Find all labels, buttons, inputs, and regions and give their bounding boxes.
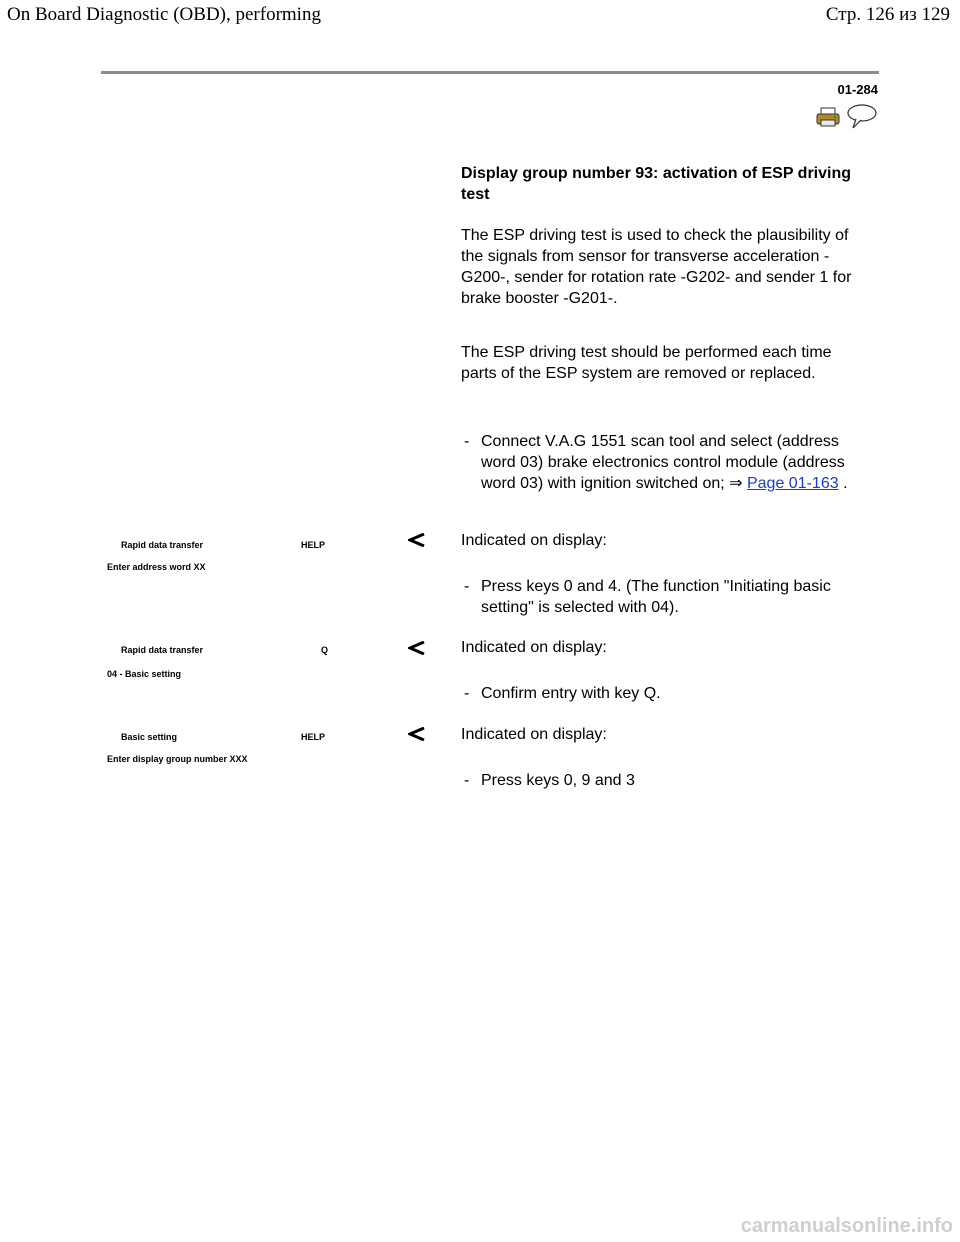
display-line-1: Rapid data transfer	[121, 645, 204, 655]
step-dash: -	[464, 685, 470, 702]
step-press-keys	[464, 770, 874, 791]
watermark: carmanualsonline.info	[740, 1215, 953, 1237]
indicated-label: Indicated on display:	[461, 532, 607, 549]
display-line-2: 04 - Basic setting	[107, 669, 182, 679]
step-dash: -	[464, 772, 470, 789]
speech-bubble-icon[interactable]	[846, 103, 878, 134]
step-text: Connect V.A.G 1551 scan tool and select (address word 03) brake electronics control module (address word 03) with ignition switched on; ⇒	[481, 433, 845, 492]
display-line-1: Rapid data transfer	[121, 540, 204, 550]
indicated-label: Indicated on display:	[461, 639, 607, 656]
step-connect	[464, 431, 874, 494]
header-divider	[101, 71, 879, 74]
printer-icon[interactable]	[816, 107, 840, 132]
step-dash: -	[464, 433, 470, 450]
page-link[interactable]: Page 01-163	[746, 475, 839, 492]
step-dash: -	[464, 578, 470, 595]
section-heading: Display group number 93: activation of ESP driving test	[461, 165, 851, 203]
step-text: Press keys 0, 9 and 3	[481, 772, 635, 789]
display-line-2: Enter address word XX	[107, 562, 206, 572]
header-title: On Board Diagnostic (OBD), performing	[7, 4, 321, 25]
step-text: Confirm entry with key Q.	[481, 685, 661, 702]
step-text: Press keys 0 and 4. (The function "Initiating basic setting" is selected with 04).	[481, 578, 831, 616]
note-paragraph: The ESP driving test should be performed each time parts of the ESP system are removed or replaced.	[461, 344, 832, 382]
arrow-icon	[408, 727, 426, 746]
page-number: 01-284	[837, 82, 878, 97]
arrow-icon	[408, 641, 426, 660]
step-press-keys	[464, 576, 874, 618]
indicated-label: Indicated on display:	[461, 726, 607, 743]
display-line-2: Enter display group number XXX	[107, 754, 248, 764]
display-line-1: Basic setting	[121, 732, 178, 742]
header-page-counter: Стр. 126 из 129	[825, 4, 950, 25]
display-key: HELP	[301, 540, 326, 550]
arrow-icon	[408, 533, 426, 552]
step-text-end: .	[838, 475, 848, 492]
intro-paragraph: The ESP driving test is used to check the plausibility of the signals from sensor for transverse acceleration -G200-, sender for rotation rate -G202- and sender 1 for brake booster -G201-.	[461, 227, 852, 307]
step-confirm	[464, 683, 874, 704]
step-body	[464, 431, 874, 494]
display-key: Q	[321, 645, 329, 655]
display-key: HELP	[301, 732, 326, 742]
